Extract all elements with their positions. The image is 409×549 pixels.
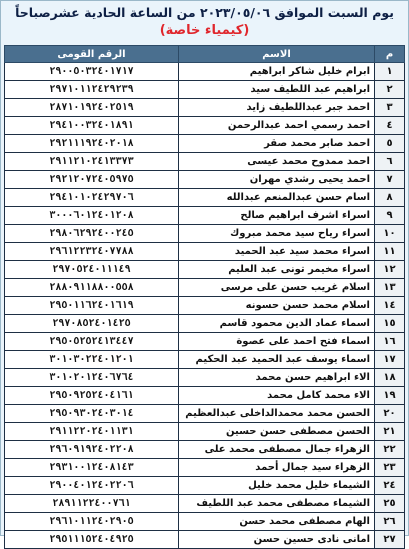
row-index: ١١ [375,243,405,261]
row-national-id: ٢٩٦١٢٢٣٢٤٠٧٧٨٨ [5,243,179,261]
row-index: ٧ [375,171,405,189]
row-name: اسماء فتح احمد على عصوة [179,333,375,351]
row-name: اسلام محمد حسن حسونه [179,297,375,315]
row-index: ٦ [375,153,405,171]
row-national-id: ٢٩٥٠١١٦٢٤٠١٦١٩ [5,297,179,315]
row-name: اسلام غريب حسن على مرسى [179,279,375,297]
table-row [5,531,405,549]
row-name: الاء ابراهيم حسن محمد [179,369,375,387]
row-national-id: ٢٩٣١٠٠١٢٤٠٨١٤٣ [5,459,179,477]
column-header-index: م [375,46,405,63]
row-national-id: ٢٨٩١١٢٢٤٠٠٧٦١ [5,495,179,513]
row-name: احمد رسمي احمد عبدالرحمن [179,117,375,135]
row-national-id: ٢٩٧٠٨٥٢٤٠١٤٢٥ [5,315,179,333]
table-row [5,315,405,333]
row-national-id: ٢٩٠٠٤٠١٢٤٠٢٢٠٦ [5,477,179,495]
row-national-id: ٢٩٦٠٩١٩٢٤٠٢٢٠٨ [5,441,179,459]
row-index: ٢٠ [375,405,405,423]
row-national-id: ٢٩٧٠٥٢٤٠١١١٤٩ [5,261,179,279]
roster-body [5,63,405,549]
row-national-id: ٢٩٥٠٥٢٥٢٤١٣٤٤٧ [5,333,179,351]
table-row [5,387,405,405]
row-national-id: ٢٩٨٠٦٢٩٢٤٠٠٢٤٥ [5,225,179,243]
row-national-id: ٢٩٥٠٩٣٠٢٤٠٣٠١٤ [5,405,179,423]
table-row [5,441,405,459]
table-row [5,243,405,261]
row-national-id: ٢٩٧١٠١١٢٤٢٩٢٣٩ [5,81,179,99]
row-index: ٢٧ [375,531,405,549]
table-row [5,207,405,225]
table-row [5,153,405,171]
row-index: ٢٥ [375,495,405,513]
row-name: احمد صابر محمد صقر [179,135,375,153]
table-row [5,333,405,351]
roster-table [4,45,405,549]
row-national-id: ٢٩٢١١١٩٢٤٠٢٠١٨ [5,135,179,153]
row-name: الحسن محمد محمدالداخلى عبدالعظيم [179,405,375,423]
table-row [5,405,405,423]
table-row [5,135,405,153]
row-national-id: ٢٨٧١٠١٩٢٤٠٢٥١٩ [5,99,179,117]
row-name: اسراء محمد سيد عبد الحميد [179,243,375,261]
row-name: ابراهيم عبد اللطيف سيد [179,81,375,99]
row-index: ١٠ [375,225,405,243]
row-name: اسراء رياح سيد محمد مبروك [179,225,375,243]
row-national-id: ٢٩١١٢٢٠٢٤٠١١٣١ [5,423,179,441]
row-name: الزهراء جمال مصطفى محمد على [179,441,375,459]
row-index: ١٩ [375,387,405,405]
row-national-id: ٢٩١١٢١٠٢٤١٣٣٧٣ [5,153,179,171]
row-name: الشيماء خليل محمد خليل [179,477,375,495]
table-row [5,171,405,189]
row-index: ٤ [375,117,405,135]
row-index: ٥ [375,135,405,153]
table-row [5,279,405,297]
row-name: احمد ممدوح محمد عيسى [179,153,375,171]
table-row [5,495,405,513]
row-national-id: ٣٠٠٠٦٠١٢٤٠١٢٠٨ [5,207,179,225]
row-index: ٨ [375,189,405,207]
row-index: ٢١ [375,423,405,441]
row-index: ١٨ [375,369,405,387]
page-subtitle: (كيمياء خاصة) [159,23,250,38]
row-index: ٢ [375,81,405,99]
table-row [5,477,405,495]
row-name: احمد يحيى رشدي مهران [179,171,375,189]
page-title: يوم السبت الموافق ٢٠٢٣/٠٥/٠٦ من الساعة الحادية عشرصباحاً [15,5,394,20]
table-row [5,351,405,369]
row-index: ١ [375,63,405,81]
table-row [5,63,405,81]
row-index: ١٥ [375,315,405,333]
row-index: ٢٣ [375,459,405,477]
row-index: ١٤ [375,297,405,315]
table-row [5,459,405,477]
column-header-name: الاسم [179,46,375,63]
row-name: اسام حسن عبدالمنعم عبدالله [179,189,375,207]
row-name: الشيماء مصطفى محمد عبد اللطيف [179,495,375,513]
row-name: اسراء اشرف ابراهيم صالح [179,207,375,225]
row-national-id: ٢٩٥١١١٥٢٤٠٤٩٢٥ [5,531,179,549]
row-name: الحسن مصطفى حسن حسين [179,423,375,441]
row-index: ٢٢ [375,441,405,459]
row-name: الزهراء سيد جمال أحمد [179,459,375,477]
row-index: ٢٤ [375,477,405,495]
table-row [5,99,405,117]
row-name: الهام مصطفى محمد حسن [179,513,375,531]
table-row [5,189,405,207]
row-name: اسراء مخيمر تونى عبد العليم [179,261,375,279]
row-national-id: ٢٩٠٠٥٠٣٢٤٠١٧١٧ [5,63,179,81]
row-name: اسماء يوسف عبد الحميد عبد الحكيم [179,351,375,369]
row-national-id: ٢٩٤١٠١٠٢٤٢٩٧٠٦ [5,189,179,207]
row-index: ١٣ [375,279,405,297]
row-index: ١٢ [375,261,405,279]
row-national-id: ٢٨٨٠٩١١٨٨٠٠٥٥٨ [5,279,179,297]
row-name: احمد جبر عبداللطيف زايد [179,99,375,117]
row-index: ٩ [375,207,405,225]
row-national-id: ٣٠١٠٣٠٢٢٤٠١٢٠١ [5,351,179,369]
row-name: ابرام خليل شاكر ابراهيم [179,63,375,81]
table-row [5,369,405,387]
table-row [5,81,405,99]
row-name: اسماء عماد الدين محمود قاسم [179,315,375,333]
table-row [5,261,405,279]
row-national-id: ٢٩٦١٠١١٢٤٠٢٩٠٥ [5,513,179,531]
column-header-national-id: الرقم القومى [5,46,179,63]
row-index: ٣ [375,99,405,117]
table-row [5,423,405,441]
row-index: ١٧ [375,351,405,369]
row-name: امانى نادى حسين حسن [179,531,375,549]
table-row [5,513,405,531]
row-index: ١٦ [375,333,405,351]
row-national-id: ٢٩٤١٠٠٣٢٤٠١٨٩١ [5,117,179,135]
row-national-id: ٣٠١٠٢٠١٢٤٠٦٧٦٤ [5,369,179,387]
table-header-row [5,46,405,63]
row-national-id: ٢٩٥٠٩٢٥٢٤٠٤١٦١ [5,387,179,405]
row-index: ٢٦ [375,513,405,531]
table-row [5,297,405,315]
row-national-id: ٢٩٢١٢٠٧٢٤٠٥٩٧٥ [5,171,179,189]
row-name: الاء محمد كامل محمد [179,387,375,405]
table-row [5,225,405,243]
table-row [5,117,405,135]
